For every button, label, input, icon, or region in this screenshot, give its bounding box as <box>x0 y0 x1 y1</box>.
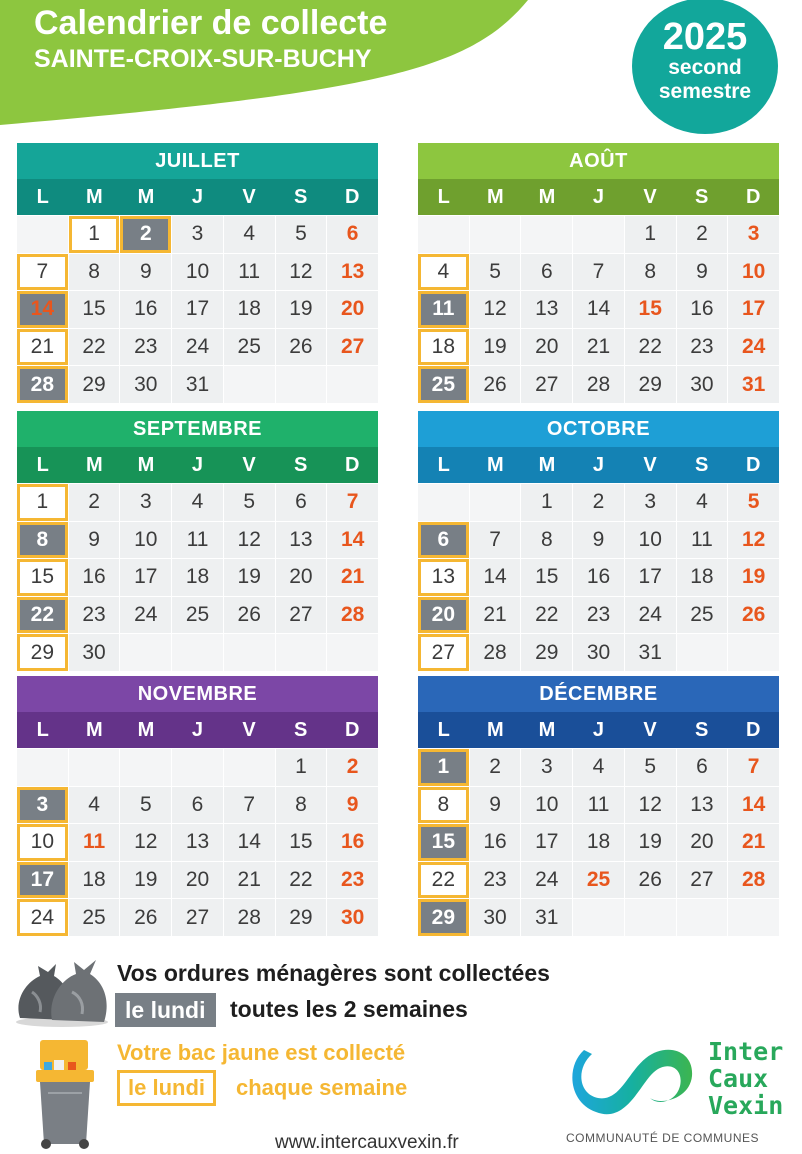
day-cell: 30 <box>120 366 171 403</box>
empty-cell <box>677 634 728 671</box>
weekday-header <box>17 179 378 215</box>
day-cell: 2 <box>573 484 624 521</box>
weekday-label: S <box>293 719 308 741</box>
day-cell: 14 <box>470 559 521 596</box>
empty-cell <box>521 216 572 253</box>
day-cell: 13 <box>677 787 728 824</box>
day-cell: 4 <box>418 254 469 291</box>
yellow-bin-frequency: chaque semaine <box>236 1075 408 1100</box>
month-title: AOÛT <box>418 143 779 179</box>
day-cell: 2 <box>677 216 728 253</box>
day-cell: 23 <box>677 329 728 366</box>
day-cell: 6 <box>276 484 327 521</box>
day-cell: 28 <box>224 899 275 936</box>
day-cell: 10 <box>625 522 676 559</box>
empty-cell <box>172 634 223 671</box>
day-cell: 21 <box>470 597 521 634</box>
weekday-label: V <box>643 719 657 741</box>
day-cell: 1 <box>17 484 68 521</box>
month-calendar <box>418 411 779 671</box>
day-cell: 7 <box>17 254 68 291</box>
weekday-label: D <box>344 719 360 741</box>
weekday-label: M <box>137 719 155 741</box>
day-cell: 11 <box>418 291 469 328</box>
day-cell: 7 <box>573 254 624 291</box>
day-cell: 1 <box>625 216 676 253</box>
day-cell: 22 <box>521 597 572 634</box>
day-cell: 20 <box>677 824 728 861</box>
weekday-label: S <box>694 186 709 208</box>
day-cell: 24 <box>728 329 779 366</box>
weekday-label: V <box>643 186 657 208</box>
day-cell: 24 <box>625 597 676 634</box>
empty-cell <box>17 216 68 253</box>
day-cell: 26 <box>120 899 171 936</box>
empty-cell <box>625 899 676 936</box>
day-cell: 29 <box>17 634 68 671</box>
day-cell: 2 <box>470 749 521 786</box>
weekday-label: M <box>538 186 556 208</box>
weekday-label: D <box>344 454 360 476</box>
day-cell: 6 <box>418 522 469 559</box>
day-cell: 8 <box>625 254 676 291</box>
logo-word-3: Vexin <box>708 1091 784 1120</box>
day-cell: 14 <box>17 291 68 328</box>
day-cell: 30 <box>327 899 378 936</box>
day-cell: 10 <box>17 824 68 861</box>
day-cell: 15 <box>625 291 676 328</box>
weekday-label: M <box>487 186 504 208</box>
weekday-label: L <box>36 454 49 476</box>
weekday-label: D <box>745 719 761 741</box>
day-cell: 14 <box>573 291 624 328</box>
day-cell: 15 <box>276 824 327 861</box>
day-cell: 5 <box>276 216 327 253</box>
day-cell: 3 <box>120 484 171 521</box>
day-cell: 20 <box>276 559 327 596</box>
day-cell: 11 <box>677 522 728 559</box>
weekday-label: M <box>538 454 556 476</box>
day-cell: 22 <box>69 329 120 366</box>
day-cell: 3 <box>728 216 779 253</box>
day-cell: 17 <box>728 291 779 328</box>
weekday-label: J <box>191 719 204 741</box>
day-cell: 28 <box>728 862 779 899</box>
day-cell: 24 <box>17 899 68 936</box>
logo-word-2: Caux <box>708 1064 769 1093</box>
day-cell: 27 <box>172 899 223 936</box>
day-cell: 25 <box>573 862 624 899</box>
day-cell: 28 <box>327 597 378 634</box>
weekday-label: M <box>487 454 504 476</box>
weekday-label: V <box>242 454 256 476</box>
empty-cell <box>418 484 469 521</box>
period-line-2: semestre <box>658 80 752 103</box>
day-cell: 24 <box>120 597 171 634</box>
day-cell: 16 <box>327 824 378 861</box>
day-cell: 9 <box>573 522 624 559</box>
day-cell: 13 <box>327 254 378 291</box>
day-cell: 1 <box>69 216 120 253</box>
day-cell: 3 <box>625 484 676 521</box>
day-cell: 23 <box>327 862 378 899</box>
day-cell: 17 <box>172 291 223 328</box>
day-grid <box>17 483 378 671</box>
weekday-label: S <box>694 454 709 476</box>
day-cell: 23 <box>573 597 624 634</box>
day-cell: 8 <box>418 787 469 824</box>
weekday-label: L <box>437 719 450 741</box>
intercauxvexin-swirl-icon <box>562 1032 702 1128</box>
day-cell: 15 <box>418 824 469 861</box>
weekday-label: J <box>592 719 605 741</box>
day-cell: 5 <box>470 254 521 291</box>
day-grid <box>17 748 378 936</box>
day-cell: 17 <box>17 862 68 899</box>
day-cell: 25 <box>69 899 120 936</box>
empty-cell <box>728 899 779 936</box>
day-cell: 7 <box>728 749 779 786</box>
period-line-1: second <box>668 56 742 79</box>
day-cell: 25 <box>677 597 728 634</box>
day-cell: 16 <box>470 824 521 861</box>
day-cell: 30 <box>470 899 521 936</box>
day-cell: 10 <box>728 254 779 291</box>
day-cell: 12 <box>625 787 676 824</box>
day-cell: 22 <box>17 597 68 634</box>
yellow-bin-day-label: le lundi <box>117 1070 216 1106</box>
day-cell: 26 <box>276 329 327 366</box>
empty-cell <box>224 634 275 671</box>
day-cell: 19 <box>728 559 779 596</box>
yellow-bin-icon <box>34 1040 96 1150</box>
day-cell: 20 <box>327 291 378 328</box>
weekday-label: L <box>437 186 450 208</box>
day-cell: 28 <box>470 634 521 671</box>
day-cell: 6 <box>327 216 378 253</box>
day-cell: 21 <box>573 329 624 366</box>
weekday-header <box>418 712 779 748</box>
day-cell: 27 <box>677 862 728 899</box>
day-cell: 20 <box>521 329 572 366</box>
month-calendar <box>418 143 779 403</box>
day-cell: 30 <box>573 634 624 671</box>
day-cell: 23 <box>470 862 521 899</box>
day-cell: 11 <box>573 787 624 824</box>
day-cell: 21 <box>327 559 378 596</box>
day-cell: 18 <box>224 291 275 328</box>
day-cell: 7 <box>470 522 521 559</box>
weekday-label: L <box>437 454 450 476</box>
day-cell: 4 <box>69 787 120 824</box>
day-cell: 16 <box>69 559 120 596</box>
day-cell: 27 <box>418 634 469 671</box>
weekday-label: M <box>137 186 155 208</box>
page-title: Calendrier de collecte <box>34 4 388 42</box>
day-cell: 15 <box>17 559 68 596</box>
day-cell: 21 <box>17 329 68 366</box>
empty-cell <box>17 749 68 786</box>
day-grid <box>418 748 779 936</box>
day-grid <box>418 483 779 671</box>
month-title: DÉCEMBRE <box>418 676 779 712</box>
day-cell: 26 <box>728 597 779 634</box>
day-cell: 29 <box>418 899 469 936</box>
day-cell: 18 <box>69 862 120 899</box>
weekday-label: J <box>592 454 605 476</box>
weekday-header <box>17 447 378 483</box>
day-cell: 16 <box>677 291 728 328</box>
day-cell: 9 <box>120 254 171 291</box>
day-cell: 28 <box>573 366 624 403</box>
day-cell: 22 <box>276 862 327 899</box>
day-cell: 25 <box>418 366 469 403</box>
month-title: JUILLET <box>17 143 378 179</box>
day-cell: 8 <box>17 522 68 559</box>
day-cell: 27 <box>327 329 378 366</box>
day-cell: 7 <box>224 787 275 824</box>
day-cell: 13 <box>276 522 327 559</box>
day-cell: 14 <box>224 824 275 861</box>
day-cell: 29 <box>69 366 120 403</box>
empty-cell <box>418 216 469 253</box>
day-cell: 31 <box>728 366 779 403</box>
day-cell: 17 <box>521 824 572 861</box>
day-cell: 11 <box>69 824 120 861</box>
day-cell: 31 <box>172 366 223 403</box>
empty-cell <box>120 749 171 786</box>
day-cell: 27 <box>276 597 327 634</box>
day-cell: 6 <box>521 254 572 291</box>
day-cell: 5 <box>120 787 171 824</box>
month-calendar <box>17 676 378 936</box>
commune-name: SAINTE-CROIX-SUR-BUCHY <box>34 45 372 73</box>
day-cell: 3 <box>521 749 572 786</box>
day-cell: 5 <box>224 484 275 521</box>
weekday-label: L <box>36 719 49 741</box>
logo-subtitle: COMMUNAUTÉ DE COMMUNES <box>566 1131 759 1145</box>
day-cell: 23 <box>120 329 171 366</box>
empty-cell <box>120 634 171 671</box>
empty-cell <box>327 366 378 403</box>
weekday-label: S <box>293 454 308 476</box>
day-cell: 4 <box>172 484 223 521</box>
empty-cell <box>276 366 327 403</box>
day-cell: 14 <box>327 522 378 559</box>
day-cell: 13 <box>521 291 572 328</box>
day-cell: 25 <box>172 597 223 634</box>
weekday-label: M <box>86 454 103 476</box>
day-cell: 13 <box>418 559 469 596</box>
day-cell: 19 <box>625 824 676 861</box>
day-cell: 17 <box>625 559 676 596</box>
empty-cell <box>172 749 223 786</box>
day-cell: 31 <box>521 899 572 936</box>
day-cell: 19 <box>120 862 171 899</box>
day-cell: 6 <box>172 787 223 824</box>
day-cell: 10 <box>172 254 223 291</box>
empty-cell <box>224 749 275 786</box>
day-cell: 23 <box>69 597 120 634</box>
day-cell: 19 <box>224 559 275 596</box>
day-cell: 7 <box>327 484 378 521</box>
day-cell: 18 <box>677 559 728 596</box>
day-cell: 16 <box>120 291 171 328</box>
day-cell: 4 <box>677 484 728 521</box>
weekday-label: J <box>191 454 204 476</box>
day-cell: 15 <box>69 291 120 328</box>
garbage-bags-icon <box>12 952 112 1028</box>
household-frequency: toutes les 2 semaines <box>230 996 468 1022</box>
day-cell: 5 <box>728 484 779 521</box>
day-cell: 2 <box>120 216 171 253</box>
day-cell: 5 <box>625 749 676 786</box>
day-cell: 9 <box>470 787 521 824</box>
month-title: NOVEMBRE <box>17 676 378 712</box>
day-cell: 13 <box>172 824 223 861</box>
empty-cell <box>470 484 521 521</box>
empty-cell <box>677 899 728 936</box>
day-cell: 8 <box>69 254 120 291</box>
day-cell: 20 <box>418 597 469 634</box>
website-link[interactable]: www.intercauxvexin.fr <box>275 1132 459 1153</box>
month-calendar <box>418 676 779 936</box>
day-cell: 8 <box>521 522 572 559</box>
day-cell: 22 <box>418 862 469 899</box>
day-cell: 29 <box>521 634 572 671</box>
day-cell: 26 <box>470 366 521 403</box>
month-calendar <box>17 411 378 671</box>
day-grid <box>418 215 779 403</box>
day-cell: 9 <box>69 522 120 559</box>
year-badge <box>632 0 778 134</box>
day-cell: 28 <box>17 366 68 403</box>
day-cell: 26 <box>224 597 275 634</box>
weekday-label: M <box>86 186 103 208</box>
day-cell: 24 <box>521 862 572 899</box>
day-cell: 19 <box>470 329 521 366</box>
day-cell: 11 <box>172 522 223 559</box>
logo-word-1: Inter <box>708 1037 784 1066</box>
day-cell: 12 <box>728 522 779 559</box>
year-number: 2025 <box>662 16 748 58</box>
day-cell: 4 <box>224 216 275 253</box>
day-cell: 24 <box>172 329 223 366</box>
weekday-label: J <box>592 186 605 208</box>
day-cell: 12 <box>120 824 171 861</box>
day-cell: 14 <box>728 787 779 824</box>
day-cell: 1 <box>276 749 327 786</box>
day-cell: 29 <box>625 366 676 403</box>
day-cell: 26 <box>625 862 676 899</box>
day-cell: 6 <box>677 749 728 786</box>
day-cell: 25 <box>224 329 275 366</box>
weekday-label: V <box>242 719 256 741</box>
weekday-label: S <box>694 719 709 741</box>
weekday-label: D <box>745 454 761 476</box>
day-cell: 19 <box>276 291 327 328</box>
day-cell: 10 <box>521 787 572 824</box>
empty-cell <box>69 749 120 786</box>
day-cell: 18 <box>172 559 223 596</box>
day-cell: 10 <box>120 522 171 559</box>
day-cell: 20 <box>172 862 223 899</box>
household-day-label: le lundi <box>115 993 216 1027</box>
weekday-label: D <box>745 186 761 208</box>
empty-cell <box>327 634 378 671</box>
day-cell: 3 <box>17 787 68 824</box>
month-title: OCTOBRE <box>418 411 779 447</box>
weekday-label: V <box>242 186 256 208</box>
empty-cell <box>728 634 779 671</box>
yellow-bin-text: Votre bac jaune est collecté <box>117 1040 406 1065</box>
empty-cell <box>573 216 624 253</box>
day-cell: 12 <box>276 254 327 291</box>
day-grid <box>17 215 378 403</box>
day-cell: 11 <box>224 254 275 291</box>
month-title: SEPTEMBRE <box>17 411 378 447</box>
empty-cell <box>470 216 521 253</box>
day-cell: 27 <box>521 366 572 403</box>
day-cell: 3 <box>172 216 223 253</box>
day-cell: 21 <box>224 862 275 899</box>
weekday-label: M <box>86 719 103 741</box>
day-cell: 8 <box>276 787 327 824</box>
day-cell: 2 <box>327 749 378 786</box>
day-cell: 15 <box>521 559 572 596</box>
weekday-label: M <box>137 454 155 476</box>
day-cell: 17 <box>120 559 171 596</box>
day-cell: 4 <box>573 749 624 786</box>
day-cell: 22 <box>625 329 676 366</box>
weekday-label: S <box>293 186 308 208</box>
day-cell: 2 <box>69 484 120 521</box>
weekday-header <box>17 712 378 748</box>
day-cell: 18 <box>418 329 469 366</box>
weekday-label: M <box>487 719 504 741</box>
weekday-label: M <box>538 719 556 741</box>
day-cell: 16 <box>573 559 624 596</box>
day-cell: 29 <box>276 899 327 936</box>
day-cell: 9 <box>677 254 728 291</box>
day-cell: 1 <box>418 749 469 786</box>
empty-cell <box>573 899 624 936</box>
weekday-label: L <box>36 186 49 208</box>
day-cell: 9 <box>327 787 378 824</box>
day-cell: 18 <box>573 824 624 861</box>
day-cell: 30 <box>69 634 120 671</box>
day-cell: 30 <box>677 366 728 403</box>
day-cell: 12 <box>224 522 275 559</box>
weekday-label: D <box>344 186 360 208</box>
household-waste-text: Vos ordures ménagères sont collectées <box>117 960 550 986</box>
weekday-header <box>418 179 779 215</box>
day-cell: 12 <box>470 291 521 328</box>
month-calendar <box>17 143 378 403</box>
empty-cell <box>276 634 327 671</box>
weekday-label: J <box>191 186 204 208</box>
empty-cell <box>224 366 275 403</box>
weekday-label: V <box>643 454 657 476</box>
weekday-header <box>418 447 779 483</box>
day-cell: 21 <box>728 824 779 861</box>
day-cell: 1 <box>521 484 572 521</box>
day-cell: 31 <box>625 634 676 671</box>
